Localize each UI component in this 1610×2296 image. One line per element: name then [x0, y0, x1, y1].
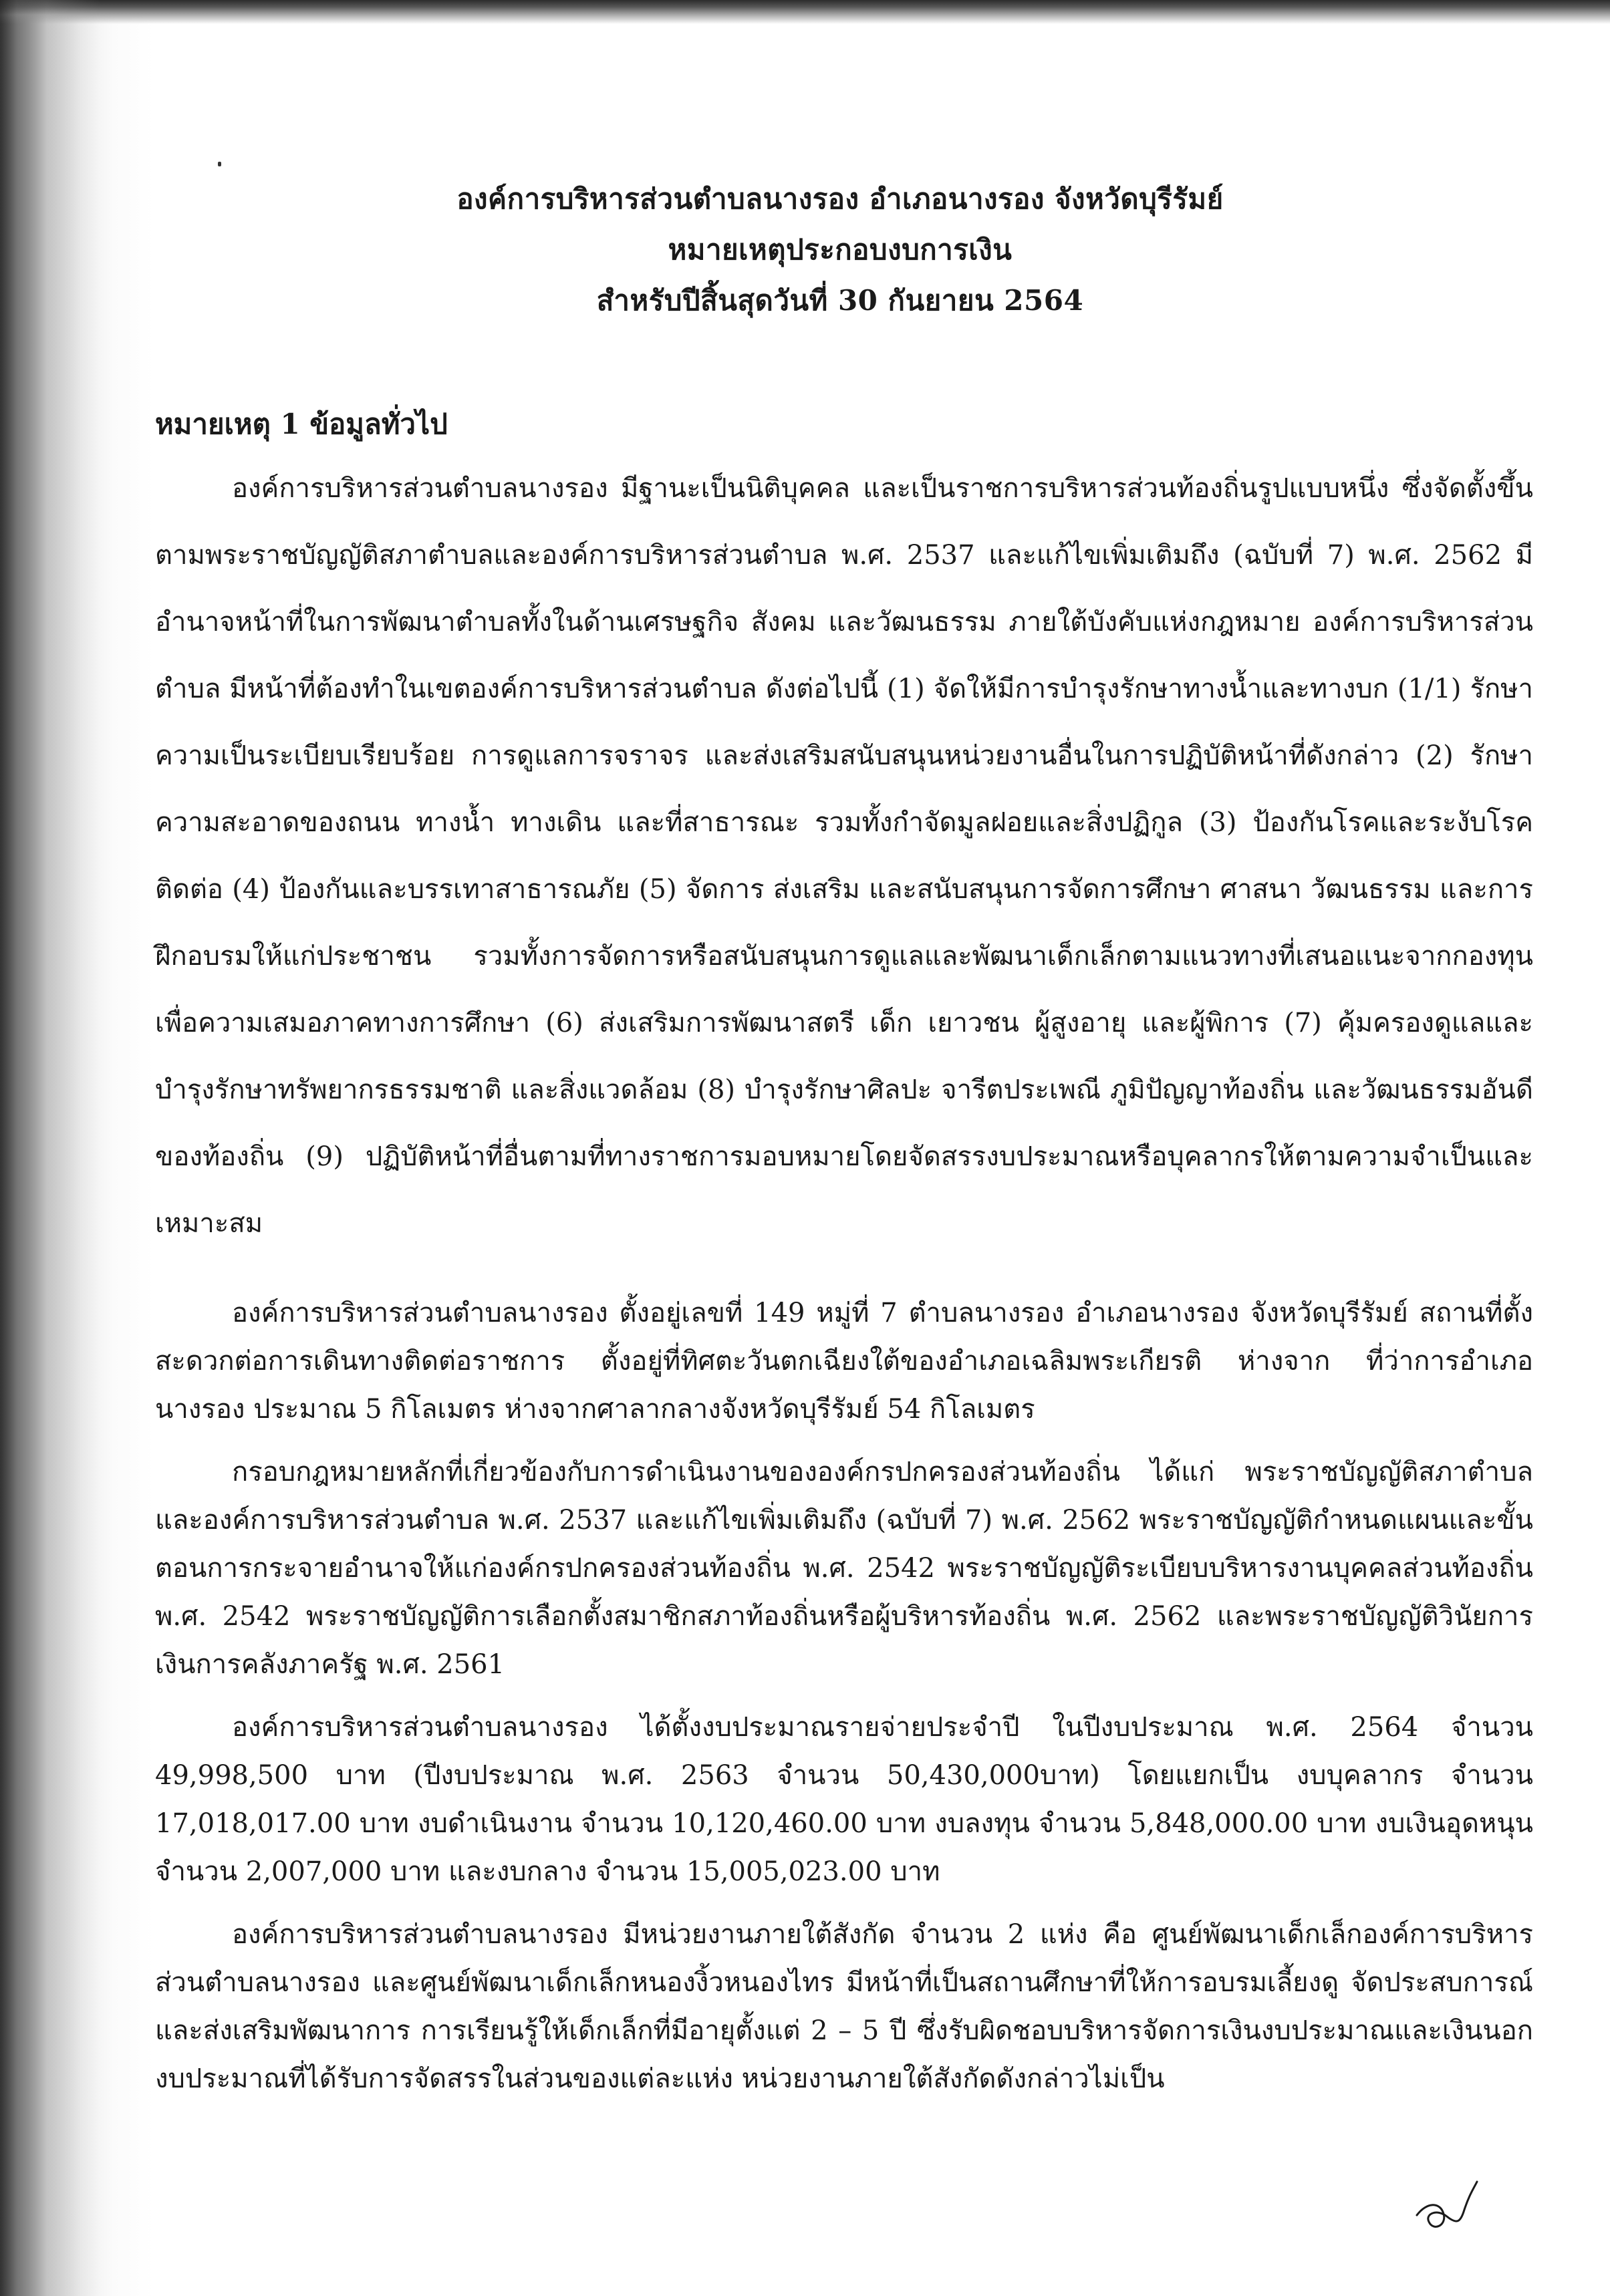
- scan-top-shadow: [0, 0, 1610, 24]
- paragraph-budget: องค์การบริหารส่วนตำบลนางรอง ได้ตั้งงบประมาณรายจ่ายประจำปี ในปีงบประมาณ พ.ศ. 2564 จำนวน 49,998,500 บาท (ปีงบประมาณ พ.ศ. 2563 จำนวน 50,430,000บาท) โดยแยกเป็น งบบุคลากร จำนวน 17,018,017.00 บาท งบดำเนินงาน จำนวน 10,120,460.00 บาท งบลงทุน จำนวน 5,848,000.00 บาท งบเงินอุดหนุน จำนวน 2,007,000 บาท และงบกลาง จำนวน 15,005,023.00 บาท: [155, 1712, 1534, 1887]
- note-heading: หมายเหตุ 1 ข้อมูลทั่วไป: [155, 408, 448, 440]
- paragraph-location: องค์การบริหารส่วนตำบลนางรอง ตั้งอยู่เลขที่ 149 หมู่ที่ 7 ตำบลนางรอง อำเภอนางรอง จังหวัดบุรีรัมย์ สถานที่ตั้ง สะดวกต่อการเดินทางติดต่อราชการ ตั้งอยู่ที่ทิศตะวันตกเฉียงใต้ของอำเภอเฉลิมพระเกียรติ ห่างจาก ที่ว่าการอำเภอนางรอง ประมาณ 5 กิโลเมตร ห่างจากศาลากลางจังหวัดบุรีรัมย์ 54 กิโลเมตร: [155, 1298, 1533, 1425]
- document-header: [0, 174, 1610, 326]
- document-title: หมายเหตุประกอบงบการเงิน: [668, 233, 1013, 266]
- ink-speck: [218, 162, 221, 166]
- paragraph-general-info: องค์การบริหารส่วนตำบลนางรอง มีฐานะเป็นนิติบุคคล และเป็นราชการบริหารส่วนท้องถิ่นรูปแบบหนึ่ง ซึ่งจัดตั้งขึ้นตามพระราชบัญญัติสภาตำบลและองค์การบริหารส่วนตำบล พ.ศ. 2537 และแก้ไขเพิ่มเติมถึง (ฉบับที่ 7) พ.ศ. 2562 มีอำนาจหน้าที่ในการพัฒนาตำบลทั้งในด้านเศรษฐกิจ สังคม และวัฒนธรรม ภายใต้บังคับแห่งกฎหมาย องค์การบริหารส่วนตำบล มีหน้าที่ต้องทำในเขตองค์การบริหารส่วนตำบล ดังต่อไปนี้ (1) จัดให้มีการบำรุงรักษาทางน้ำและทางบก (1/1) รักษาความเป็นระเบียบเรียบร้อย การดูแลการจราจร และส่งเสริมสนับสนุนหน่วยงานอื่นในการปฏิบัติหน้าที่ดังกล่าว (2) รักษาความสะอาดของถนน ทางน้ำ ทางเดิน และที่สาธารณะ รวมทั้งกำจัดมูลฝอยและสิ่งปฏิกูล (3) ป้องกันโรคและระงับโรคติดต่อ (4) ป้องกันและบรรเทาสาธารณภัย (5) จัดการ ส่งเสริม และสนับสนุนการจัดการศึกษา ศาสนา วัฒนธรรม และการฝึกอบรมให้แก่ประชาชน รวมทั้งการจัดการหรือสนับสนุนการดูแลและพัฒนาเด็กเล็กตามแนวทางที่เสนอแนะจากกองทุนเพื่อความเสมอภาคทางการศึกษา (6) ส่งเสริมการพัฒนาสตรี เด็ก เยาวชน ผู้สูงอายุ และผู้พิการ (7) คุ้มครองดูแลและบำรุงรักษาทรัพยากรธรรมชาติ และสิ่งแวดล้อม (8) บำรุงรักษาศิลปะ จารีตประเพณี ภูมิปัญญาท้องถิ่น และวัฒนธรรมอันดีของท้องถิ่น (9) ปฏิบัติหน้าที่อื่นตามที่ทางราชการมอบหมายโดยจัดสรรงบประมาณหรือบุคลากรให้ตามความจำเป็นและเหมาะสม: [155, 473, 1533, 1239]
- binding-shadow: [0, 0, 100, 2296]
- signature-mark: [1410, 2175, 1497, 2249]
- paragraph-legal-framework: กรอบกฎหมายหลักที่เกี่ยวข้องกับการดำเนินงานขององค์กรปกครองส่วนท้องถิ่น ได้แก่ พระราชบัญญัติสภาตำบลและองค์การบริหารส่วนตำบล พ.ศ. 2537 และแก้ไขเพิ่มเติมถึง (ฉบับที่ 7) พ.ศ. 2562 พระราชบัญญัติกำหนดแผนและขั้นตอนการกระจายอำนาจให้แก่องค์กรปกครองส่วนท้องถิ่น พ.ศ. 2542 พระราชบัญญัติระเบียบบริหารงานบุคคลส่วนท้องถิ่น พ.ศ. 2542 พระราชบัญญัติการเลือกตั้งสมาชิกสภาท้องถิ่นหรือผู้บริหารท้องถิ่น พ.ศ. 2562 และพระราชบัญญัติวินัยการเงินการคลังภาครัฐ พ.ศ. 2561: [155, 1457, 1533, 1680]
- reporting-period: สำหรับปีสิ้นสุดวันที่ 30 กันยายน 2564: [596, 284, 1084, 317]
- note-body: [155, 398, 1533, 2103]
- paragraph-subunits: องค์การบริหารส่วนตำบลนางรอง มีหน่วยงานภายใต้สังกัด จำนวน 2 แห่ง คือ ศูนย์พัฒนาเด็กเล็กองค์การบริหารส่วนตำบลนางรอง และศูนย์พัฒนาเด็กเล็กหนองงิ้วหนองไทร มีหน้าที่เป็นสถานศึกษาที่ให้การอบรมเลี้ยงดู จัดประสบการณ์และส่งเสริมพัฒนาการ การเรียนรู้ให้เด็กเล็กที่มีอายุตั้งแต่ 2 – 5 ปี ซึ่งรับผิดชอบบริหารจัดการเงินงบประมาณและเงินนอกงบประมาณที่ได้รับการจัดสรรในส่วนของแต่ละแห่ง หน่วยงานภายใต้สังกัดดังกล่าวไม่เป็น: [155, 1919, 1533, 2094]
- organization-title: องค์การบริหารส่วนตำบลนางรอง อำเภอนางรอง จังหวัดบุรีรัมย์: [456, 182, 1224, 215]
